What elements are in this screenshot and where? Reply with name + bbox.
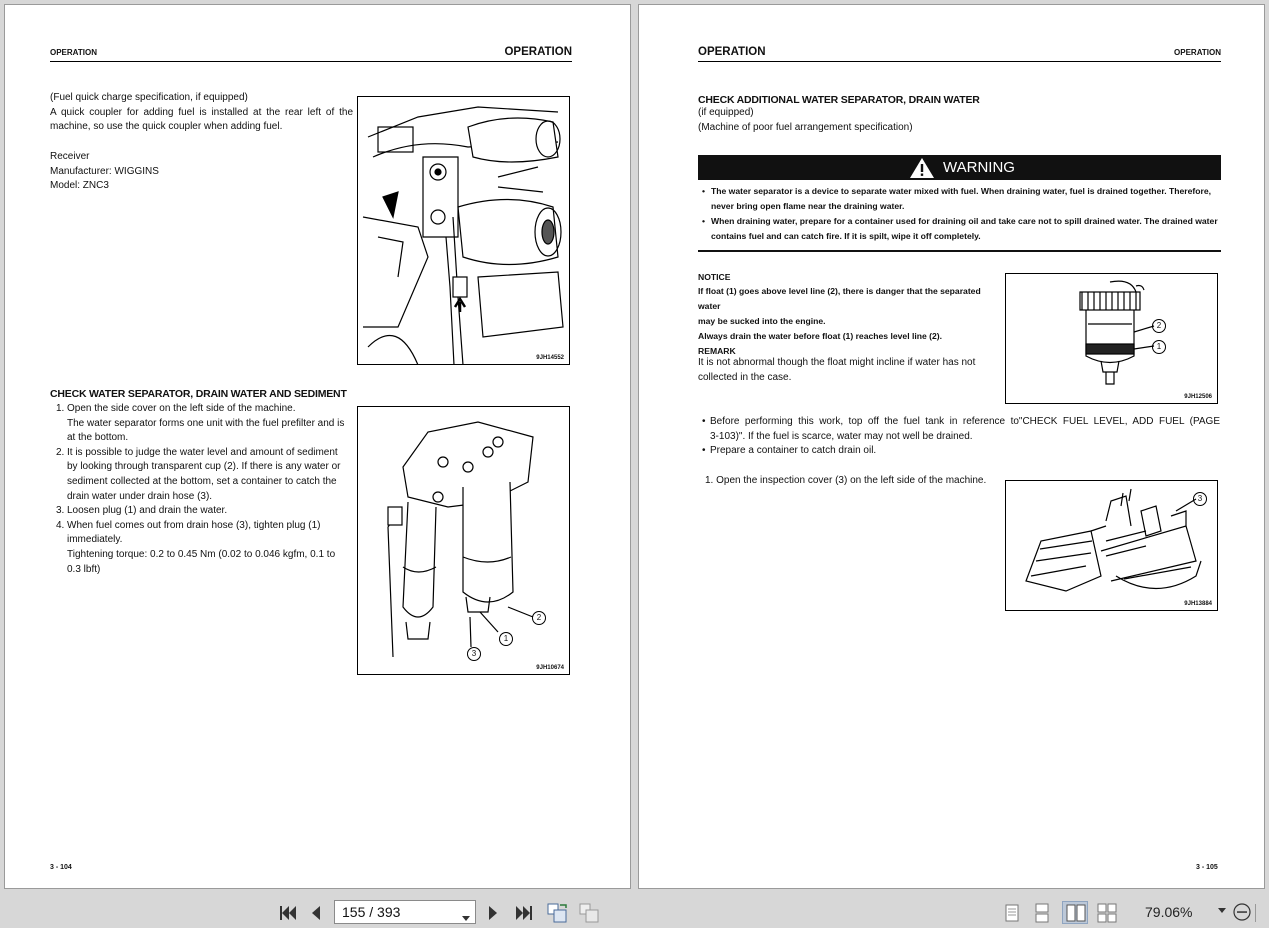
remark-line: collected in the case. [698,371,792,383]
step-line: Open the side cover on the left side of the machine. [67,403,296,414]
warning-item: • The water separator is a device to separate water mixed with fuel. When draining water, fuel is drained together. Therefore, never bring open flame near the draining water. [699,184,1222,214]
toolbar-divider [1255,904,1256,922]
float-level-illustration [1006,274,1218,404]
section-title: CHECK ADDITIONAL WATER SEPARATOR, DRAIN WATER [698,94,980,106]
step-line: sediment collected at the bottom, set a container to catch the [67,475,337,487]
notice-title: NOTICE [698,272,731,282]
figure-code: 9JH14552 [536,355,564,361]
remark-line: It is not abnormal though the float might incline if water has not [698,357,976,368]
step-line: The water separator forms one unit with the fuel prefilter and is [67,417,345,429]
warning-line: The water separator is a device to separate water mixed with fuel. When draining water, fuel is drained together. Therefore, [711,186,1212,196]
step-line: by looking through transparent cup (2). If there is any water or [67,461,341,473]
warning-line: never bring open flame near the draining water. [711,201,905,211]
single-page-icon[interactable] [1002,903,1022,923]
step-item [50,402,352,446]
page-number-value: 155 / 393 [342,904,401,920]
continuous-facing-icon[interactable] [1096,903,1118,923]
section-title: CHECK WATER SEPARATOR, DRAIN WATER AND SEDIMENT [50,388,347,400]
water-separator-illustration [358,407,570,675]
step-line: drain water under drain hose (3). [67,490,213,502]
callout-1: 1 [499,632,513,646]
prev-page-icon[interactable] [309,904,323,922]
step-number: 3. [56,505,65,517]
step-line: When fuel comes out from drain hose (3), tighten plug (1) [67,519,321,531]
step-line: Loosen plug (1) and drain the water. [67,505,228,517]
bulldozer-illustration [1006,481,1218,611]
quick-coupler-illustration [358,97,570,365]
receiver-line: Model: ZNC3 [50,180,109,192]
step-item [50,504,352,519]
page-footer: 3 - 105 [1196,864,1218,871]
notice-line: Always drain the water before float (1) reaches level line (2). [698,331,943,341]
zoom-out-icon[interactable] [1232,902,1252,922]
first-page-icon[interactable] [278,904,298,922]
page-footer: 3 - 104 [50,864,72,871]
intro-line: (Fuel quick charge specification, if equipped) [50,92,248,103]
rotate-icon[interactable] [546,902,570,924]
step-item [50,519,352,577]
header-right: OPERATION [1174,48,1221,57]
next-page-icon[interactable] [486,904,500,922]
figure-code: 9JH12506 [1184,394,1212,400]
zoom-dropdown-icon[interactable] [1218,908,1226,914]
callout-3: 3 [467,647,481,661]
facing-button[interactable] [1062,901,1088,924]
facing-icon [1066,904,1086,922]
subtitle: (if equipped) [698,107,754,118]
warning-list [699,184,1222,244]
header-left: OPERATION [50,48,97,57]
warning-label: WARNING [943,159,1015,176]
continuous-icon[interactable] [1032,903,1052,923]
step-number: 4. [56,519,65,531]
page-number-select[interactable] [334,900,476,924]
figure-code: 9JH10674 [536,665,564,671]
right-page [638,4,1265,889]
page-header [50,41,572,62]
header-right: OPERATION [504,46,572,58]
figure-water-separator [357,406,570,675]
callout-2: 2 [1152,319,1166,333]
last-page-icon[interactable] [514,904,534,922]
warning-line: When draining water, prepare for a container used for draining oil and take care not to spill drained water. The drained water [711,216,1218,226]
warning-item: • When draining water, prepare for a container used for draining oil and take care not to spill drained water. The drained water contains fuel and can catch fire. If it is spilt, wipe it off completely. [699,214,1222,244]
warning-banner [698,155,1221,180]
step-line: It is possible to judge the water level and amount of sediment [67,446,338,458]
subtitle: (Machine of poor fuel arrangement specification) [698,122,913,133]
figure-float-level [1005,273,1218,404]
header-left: OPERATION [698,46,766,58]
intro-line: A quick coupler for adding fuel is installed at the rear left of the [50,106,353,118]
figure-code: 9JH13884 [1184,601,1212,607]
rotate-alt-icon[interactable] [578,902,602,924]
bullet-line: 3-103)". If the fuel is scarce, water may not well be drained. [710,430,973,442]
figure-quick-coupler [357,96,570,365]
receiver-line: Manufacturer: WIGGINS [50,165,159,177]
step-line: at the bottom. [67,432,129,444]
bullet-line: Before performing this work, top off the fuel tank in reference to"CHECK FUEL LEVEL, ADD FUEL (PAGE [710,416,1220,427]
callout-2: 2 [532,611,546,625]
chevron-down-icon [462,909,470,925]
receiver-info [50,150,159,194]
notice-line: If float (1) goes above level line (2), there is danger that the separated water [698,286,981,311]
callout-3: 3 [1193,492,1207,506]
step-line: 0.3 lbft) [67,563,101,575]
zoom-level[interactable]: 79.06% [1145,904,1193,920]
bullet-item: • Prepare a container to catch drain oil. [701,444,1220,459]
intro-text [50,91,353,135]
step-item [50,446,352,504]
step-line: immediately. [67,534,123,546]
figure-bulldozer [1005,480,1218,611]
notice-text [698,284,1003,344]
notice-line: may be sucked into the engine. [698,316,826,326]
intro-line: machine, so use the quick coupler when adding fuel. [50,121,283,133]
receiver-line: Receiver [50,151,90,162]
steps-list [50,402,352,577]
callout-1: 1 [1152,340,1166,354]
step-line: Tightening torque: 0.2 to 0.45 Nm (0.02 to 0.046 kgfm, 0.1 to [67,548,336,560]
step-number: 1. [56,403,65,414]
step-number: 2. [56,446,65,458]
remark-text [698,356,1000,385]
page-header [698,41,1221,62]
warning-line: contains fuel and can catch fire. If it is spilt, wipe it off completely. [711,231,981,241]
warning-icon [909,157,935,179]
bullet-item: • Before performing this work, top off the fuel tank in reference to"CHECK FUEL LEVEL, ADD FUEL (PAGE 3-103)". If the fuel is scarce, water may not well be drained. [701,415,1220,444]
prep-bullets [701,415,1220,459]
left-page [4,4,631,889]
step-1: 1. Open the inspection cover (3) on the left side of the machine. [705,475,987,486]
bullet-line: Prepare a container to catch drain oil. [710,445,877,457]
remark-title: REMARK [698,346,736,356]
divider [698,250,1221,252]
